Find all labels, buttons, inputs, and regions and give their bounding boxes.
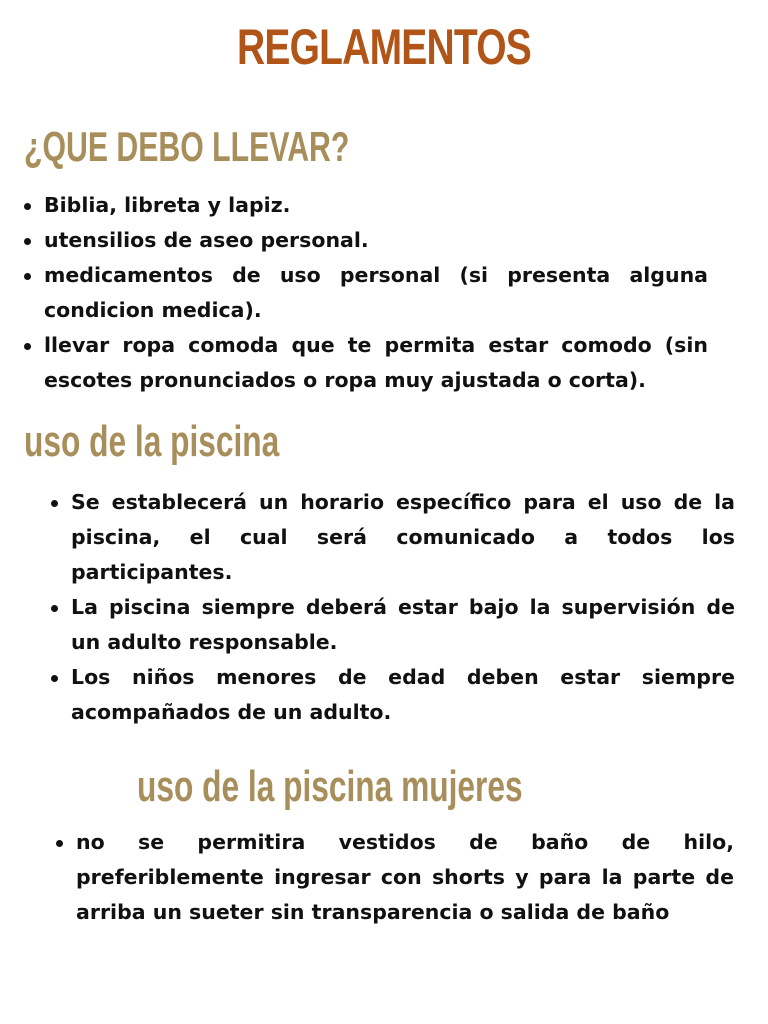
list-item (49, 660, 735, 730)
bullet-icon (24, 343, 31, 350)
list-item (49, 485, 735, 590)
section-heading-uso-piscina: uso de la piscina (24, 417, 280, 466)
list-uso-piscina (49, 485, 735, 730)
list-item-text: Biblia, libreta y lapiz. (44, 193, 291, 217)
section-heading-que-debo-llevar: ¿QUE DEBO LLEVAR? (24, 123, 350, 170)
list-item (22, 258, 708, 328)
list-item (22, 188, 708, 223)
bullet-icon (24, 273, 31, 280)
list-item (22, 328, 708, 398)
list-item-text: llevar ropa comoda que te permita estar comodo (sin escotes pronunciados o ropa muy ajustada o corta). (44, 333, 708, 392)
list-item-text: medicamentos de uso personal (si presenta alguna condicion medica). (44, 263, 708, 322)
bullet-icon (24, 203, 31, 210)
list-item (49, 590, 735, 660)
bullet-icon (51, 605, 58, 612)
list-item-text: utensilios de aseo personal. (44, 228, 369, 252)
list-item (54, 825, 734, 930)
list-item-text: no se permitira vestidos de baño de hilo, preferiblemente ingresar con shorts y para la parte de arriba un sueter sin transparencia o salida de baño (76, 830, 734, 924)
page-title: REGLAMENTOS (236, 19, 532, 75)
list-item-text: Los niños menores de edad deben estar siempre acompañados de un adulto. (71, 665, 735, 724)
bullet-icon (24, 238, 31, 245)
bullet-icon (56, 840, 63, 847)
list-uso-piscina-mujeres (54, 825, 734, 930)
section-heading-uso-piscina-mujeres: uso de la piscina mujeres (137, 762, 523, 811)
list-item-text: Se establecerá un horario específico para el uso de la piscina, el cual será comunicado a todos los participantes. (71, 490, 735, 584)
list-que-debo-llevar (22, 188, 708, 398)
bullet-icon (51, 675, 58, 682)
bullet-icon (51, 500, 58, 507)
list-item (22, 223, 708, 258)
list-item-text: La piscina siempre deberá estar bajo la supervisión de un adulto responsable. (71, 595, 735, 654)
